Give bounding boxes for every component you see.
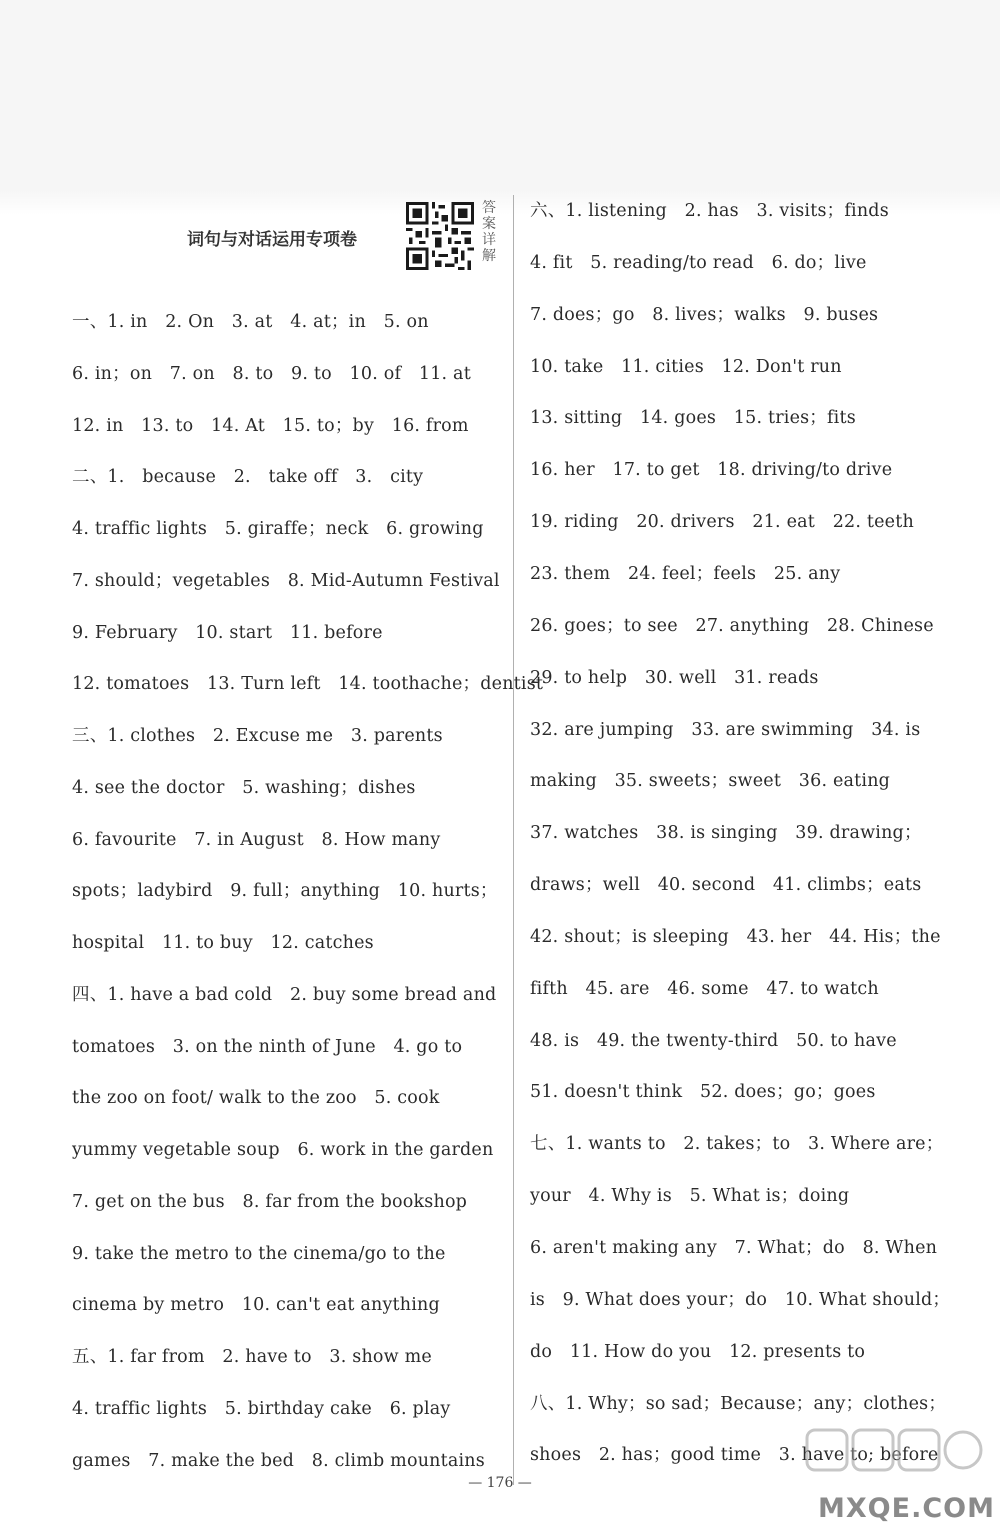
answer-line: 4. fit 5. reading/to read 6. do；live (530, 252, 867, 273)
qr-code-icon (406, 202, 474, 270)
qr-caption: 答案详解 (482, 200, 496, 264)
answer-line: 12. tomatoes 13. Turn left 14. toothache；dentist (72, 674, 544, 695)
answer-line: 4. traffic lights 5. giraffe；neck 6. growing (72, 519, 484, 539)
answer-line: 37. watches 38. is singing 39. drawing； (530, 823, 922, 844)
column-divider (513, 195, 514, 1485)
answer-line: 29. to help 30. well 31. reads (530, 667, 819, 688)
answer-line: 9. take the metro to the cinema/go to the (72, 1243, 446, 1264)
answer-line: 42. shout；is sleeping 43. her 44. His；the (530, 926, 941, 947)
answer-line: 48. is 49. the twenty-third 50. to have (530, 1030, 897, 1051)
answer-line: 七、1. wants to 2. takes；to 3. Where are； (530, 1134, 944, 1155)
answer-line: 7. should；vegetables 8. Mid-Autumn Festival (72, 570, 500, 591)
answer-line: fifth 45. are 46. some 47. to watch (530, 978, 879, 999)
answer-line: 6. favourite 7. in August 8. How many (72, 829, 441, 850)
answer-line: shoes 2. has；good time 3. have to; before (530, 1445, 939, 1466)
answer-line: 16. her 17. to get 18. driving/to drive (530, 460, 893, 481)
answer-line: 19. riding 20. drivers 21. eat 22. teeth (530, 512, 914, 533)
answer-line: 6. aren't making any 7. What；do 8. When (530, 1238, 938, 1258)
page-number: — 176 — (468, 1475, 532, 1491)
answer-line: is 9. What does your；do 10. What should； (530, 1289, 951, 1310)
answer-line: yummy vegetable soup 6. work in the garden (72, 1140, 494, 1160)
answer-line: 12. in 13. to 14. At 15. to；by 16. from (72, 415, 469, 436)
answer-line: draws；well 40. second 41. climbs；eats (530, 875, 922, 896)
answer-line: making 35. sweets；sweet 36. eating (530, 771, 891, 792)
answer-line: 32. are jumping 33. are swimming 34. is (530, 719, 921, 740)
section-header (60, 190, 515, 275)
answer-line: 9. February 10. start 11. before (72, 622, 383, 643)
answer-line: do 11. How do you 12. presents to (530, 1341, 866, 1362)
answer-line: 26. goes；to see 27. anything 28. Chinese (530, 615, 934, 636)
answer-line: 7. get on the bus 8. far from the bookshop (72, 1191, 468, 1212)
page-title: 词句与对话运用专项卷 (187, 230, 357, 250)
answer-line: 13. sitting 14. goes 15. tries；fits (530, 408, 856, 429)
answer-line: games 7. make the bed 8. climb mountains (72, 1450, 485, 1471)
watermark-text: MXQE.COM (818, 1493, 995, 1524)
answer-line: 4. traffic lights 5. birthday cake 6. play (72, 1398, 451, 1419)
answer-line: the zoo on foot/ walk to the zoo 5. cook (72, 1088, 440, 1109)
answer-line: 五、1. far from 2. have to 3. show me (72, 1347, 432, 1367)
answer-line: 23. them 24. feel；feels 25. any (530, 563, 841, 584)
answer-line: 三、1. clothes 2. Excuse me 3. parents (72, 726, 443, 746)
answer-line: 四、1. have a bad cold 2. buy some bread and (72, 984, 497, 1005)
answer-line: 八、1. Why；so sad；Because；any；clothes； (530, 1393, 947, 1414)
answer-line: 51. doesn't think 52. does；go；goes (530, 1082, 876, 1103)
answer-line: 一、1. in 2. On 3. at 4. at；in 5. on (72, 312, 429, 332)
answer-line: 六、1. listening 2. has 3. visits；finds (530, 201, 889, 221)
answer-line: hospital 11. to buy 12. catches (72, 933, 374, 953)
answer-line: 7. does；go 8. lives；walks 9. buses (530, 304, 879, 325)
answer-line: 6. in；on 7. on 8. to 9. to 10. of 11. at (72, 363, 471, 384)
answer-line: 10. take 11. cities 12. Don't run (530, 356, 842, 377)
answer-line: spots；ladybird 9. full；anything 10. hurts； (72, 881, 498, 902)
answer-line: 4. see the doctor 5. washing；dishes (72, 777, 416, 798)
answer-line: tomatoes 3. on the ninth of June 4. go to (72, 1036, 463, 1057)
answer-line: cinema by metro 10. can't eat anything (72, 1295, 440, 1316)
answer-line: 二、1. because 2. take off 3. city (72, 467, 424, 488)
answer-line: your 4. Why is 5. What is；doing (530, 1186, 850, 1207)
